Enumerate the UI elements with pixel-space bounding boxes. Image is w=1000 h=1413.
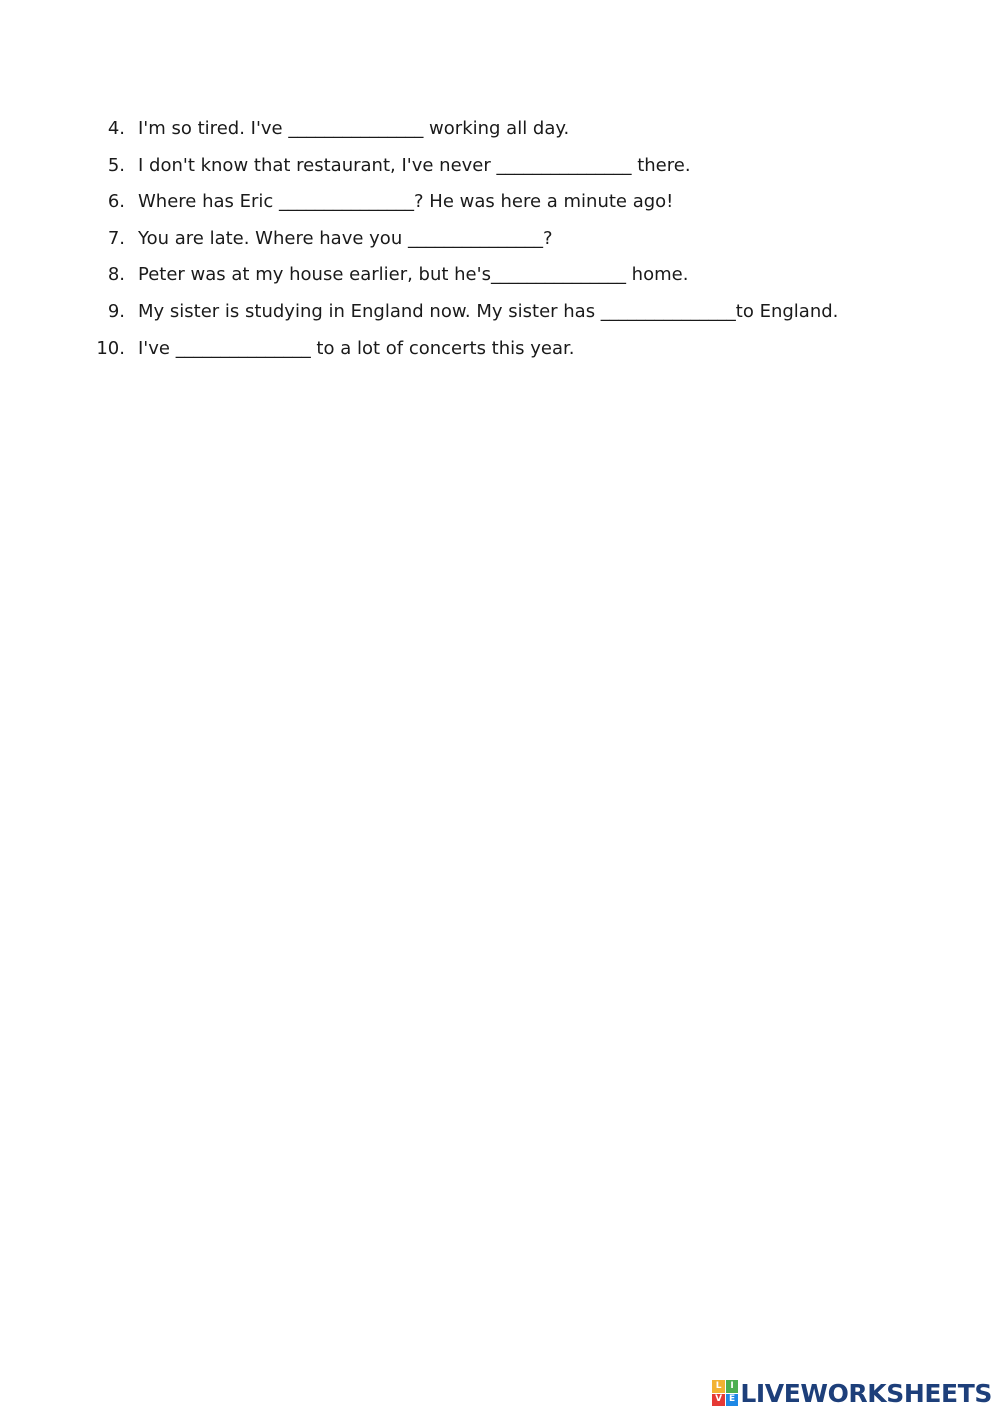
logo-tile: I (726, 1380, 739, 1393)
brand-wordmark: LIVEWORKSHEETS (740, 1378, 992, 1408)
logo-tile: E (726, 1394, 739, 1407)
question-number: 4. (107, 118, 125, 139)
question-text: Peter was at my house earlier, but he's_______________ home. (138, 264, 689, 286)
question-text: I've _______________ to a lot of concerts this year. (138, 337, 575, 359)
question-item (0, 228, 1000, 265)
question-item (0, 155, 1000, 192)
question-text: You are late. Where have you _______________? (138, 227, 553, 249)
question-number: 6. (107, 191, 125, 213)
question-number: 10. (96, 337, 125, 359)
question-item (0, 338, 1000, 375)
question-number: 5. (107, 154, 125, 176)
liveworksheets-logo-icon (712, 1380, 738, 1406)
question-item (0, 301, 1000, 338)
question-number: 8. (107, 264, 125, 286)
question-text: Where has Eric _______________? He was here a minute ago! (138, 191, 674, 213)
question-item (0, 191, 1000, 228)
logo-tile: L (712, 1380, 725, 1393)
question-item (0, 264, 1000, 301)
question-item (0, 118, 1000, 155)
liveworksheets-brand[interactable] (712, 1379, 992, 1407)
logo-tile: V (712, 1394, 725, 1407)
question-text: My sister is studying in England now. My sister has _______________to England. (138, 300, 839, 322)
worksheet (0, 118, 1000, 374)
question-text: I'm so tired. I've _______________ working all day. (138, 118, 570, 139)
question-number: 9. (107, 300, 125, 322)
question-text: I don't know that restaurant, I've never _______________ there. (138, 154, 691, 176)
question-number: 7. (107, 227, 125, 249)
